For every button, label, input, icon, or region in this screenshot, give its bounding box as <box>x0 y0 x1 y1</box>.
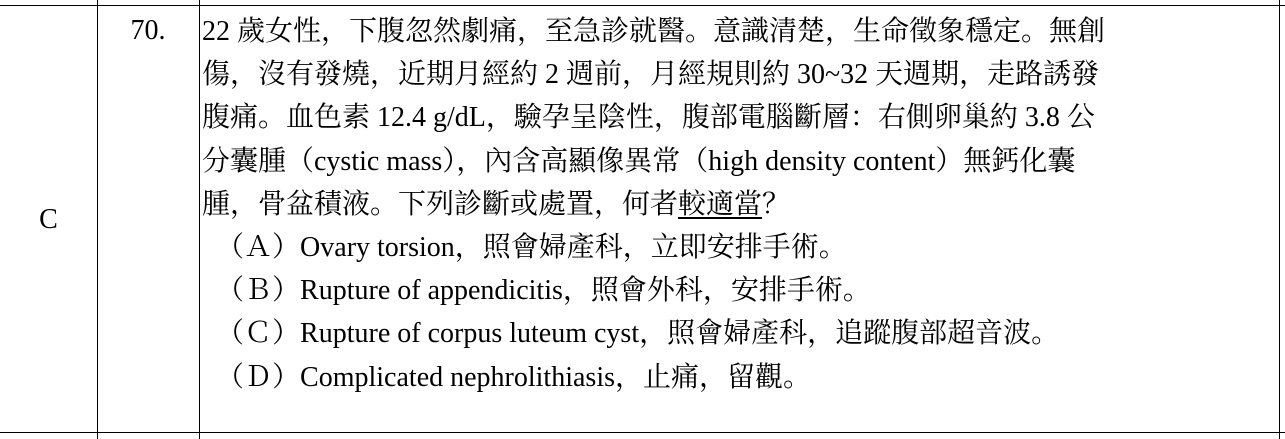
table-bottom-border <box>0 432 1285 433</box>
question-stem-line: 22 歲女性，下腹忽然劇痛，至急診就醫。意識清楚，生命徵象穩定。無創 <box>202 16 1106 47</box>
question-stem-prefix: 腫，骨盆積液。下列診斷或處置，何者 <box>202 188 679 220</box>
answer-letter: C <box>39 204 58 235</box>
question-stem-suffix: ？ <box>762 188 791 220</box>
column-divider-2 <box>199 0 200 439</box>
option-c: （Ｃ）Rupture of corpus luteum cyst，照會婦產科，追蹤腹部超音波。 <box>216 318 1060 350</box>
question-stem-last-line <box>202 183 1272 226</box>
table-right-border <box>1279 0 1280 439</box>
option-b: （Ｂ）Rupture of appendicitis，照會外科，安排手術。 <box>216 275 871 307</box>
option-letter: Ｂ <box>244 275 273 307</box>
option-letter: Ｃ <box>244 318 273 350</box>
option-text: Rupture of appendicitis，照會外科，安排手術。 <box>300 275 871 307</box>
question-number-cell <box>98 10 198 52</box>
column-divider-1 <box>97 0 98 439</box>
table-top-border <box>0 5 1285 6</box>
option-letter: Ａ <box>244 232 273 264</box>
question-stem-line: 腹痛。血色素 12.4 g/dL，驗孕呈陰性，腹部電腦斷層：右側卵巢約 3.8 公 <box>202 102 1095 134</box>
question-content <box>202 10 1272 399</box>
question-number: 70. <box>130 15 166 46</box>
question-stem-emphasis: 較適當 <box>678 188 763 220</box>
option-letter: Ｄ <box>244 361 273 393</box>
question-stem-line: 分囊腫（cystic mass），內含高顯像異常（high density content）無鈣化囊 <box>202 145 1076 177</box>
option-d: （Ｄ）Complicated nephrolithiasis，止痛，留觀。 <box>216 361 811 393</box>
option-a: （Ａ）Ovary torsion，照會婦產科，立即安排手術。 <box>216 232 847 264</box>
option-text: Ovary torsion，照會婦產科，立即安排手術。 <box>300 232 847 264</box>
question-stem-line: 傷，沒有發燒，近期月經約 2 週前，月經規則約 30~32 天週期，走路誘發 <box>202 59 1100 91</box>
option-text: Complicated nephrolithiasis，止痛，留觀。 <box>300 361 811 393</box>
option-text: Rupture of corpus luteum cyst，照會婦產科，追蹤腹部超音波。 <box>300 318 1060 350</box>
answer-cell <box>0 10 97 430</box>
